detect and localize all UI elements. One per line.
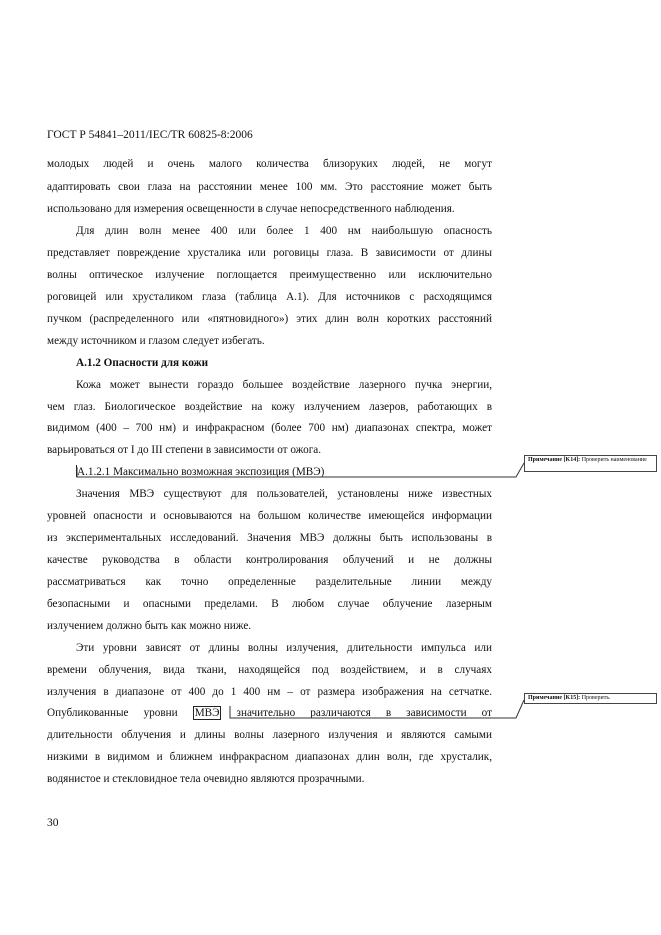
text-line: Эти уровни зависят от длины волны излучения, длительности импульса или <box>76 642 492 654</box>
comment-anchor-k15[interactable]: МВЭ <box>194 707 220 719</box>
text-line: водянистое и стекловидное тела очевидно являются прозрачными. <box>47 773 365 785</box>
comment-text: Проверить наименование <box>580 457 647 463</box>
comment-balloon-k14[interactable] <box>524 455 657 472</box>
text-line: излучением должно быть как можно ниже. <box>47 620 252 632</box>
text-line: длительности облучения и длины волны лазерного излучения и являются самыми <box>47 729 492 741</box>
text-line: уровней опасности и основываются на большом количестве имеющейся информации <box>47 510 492 522</box>
text-line: из экспериментальных исследований. Значения МВЭ должны быть использованы в <box>47 532 492 544</box>
text-line: пучком (распределенного или «пятновидного») этих длин волн коротких расстояний <box>47 313 492 325</box>
comment-tag: Примечание [K15]: <box>528 695 581 701</box>
comment-connector-k15 <box>230 700 524 718</box>
text-segment: Опубликованные уровни <box>47 707 193 719</box>
subsection-heading-rest: .1.2.1 Максимально возможная экспозиция (МВЭ) <box>85 466 325 478</box>
comment-balloon-k15[interactable] <box>524 693 657 704</box>
document-header: ГОСТ Р 54841–2011/IEC/TR 60825-8:2006 <box>47 129 253 141</box>
text-line: Кожа может вынести гораздо большее воздействие лазерного пучка энергии, <box>76 379 492 391</box>
text-line: безопасными и опасными пределами. В любом случае облучение лазерным <box>47 598 492 610</box>
text-line: Значения МВЭ существуют для пользователей, установлены ниже известных <box>76 488 492 500</box>
subsection-heading-first-letter: А <box>77 466 86 478</box>
comment-connector-k14 <box>77 463 524 477</box>
text-line: излучения в диапазоне от 400 до 1 400 нм – от размера изображения на сетчатке. <box>47 686 492 698</box>
text-line: молодых людей и очень малого количества близоруких людей, не могут <box>47 158 492 170</box>
text-line: Для длин волн менее 400 или более 1 400 нм наибольшую опасность <box>76 225 492 237</box>
text-line: рассматриваться как точно определенные разделительные линии между <box>47 576 492 588</box>
section-heading: А.1.2 Опасности для кожи <box>76 357 209 369</box>
text-line: использовано для измерения освещенности в случае непосредственного наблюдения. <box>47 203 455 215</box>
text-line: низкими в видимом и ближнем инфракрасном диапазонах длин волн, где хрусталик, <box>47 751 492 763</box>
text-line: волны оптическое излучение поглощается преимущественно или исключительно <box>47 269 492 281</box>
text-line: адаптировать свои глаза на расстоянии менее 100 мм. Это расстояние может быть <box>47 181 492 193</box>
text-line: роговицей или хрусталиком глаза (таблица А.1). Для источников с расходящимся <box>47 291 492 303</box>
text-segment: значительно различаются в зависимости от <box>221 707 492 719</box>
text-line: между источником и глазом следует избегать. <box>47 335 265 347</box>
page-number: 30 <box>47 817 59 829</box>
comment-text: Проверить. <box>580 695 611 701</box>
text-line: варьироваться от I до III степени в зависимости от ожога. <box>47 444 322 456</box>
text-line: видимом (400 – 700 нм) и инфракрасном (более 700 нм) диапазонах спектра, может <box>47 422 492 434</box>
text-line: чем глаз. Биологическое воздействие на кожу излучением лазеров, работающих в <box>47 401 492 413</box>
text-line: времени облучения, вида ткани, находящейся под воздействием, и в случаях <box>47 664 492 676</box>
comment-tag: Примечание [K14]: <box>528 457 581 463</box>
text-line: представляет повреждение хрусталика или роговицы глаза. В зависимости от длины <box>47 247 492 259</box>
text-line: качестве руководства в области контролирования облучений и не должны <box>47 554 492 566</box>
